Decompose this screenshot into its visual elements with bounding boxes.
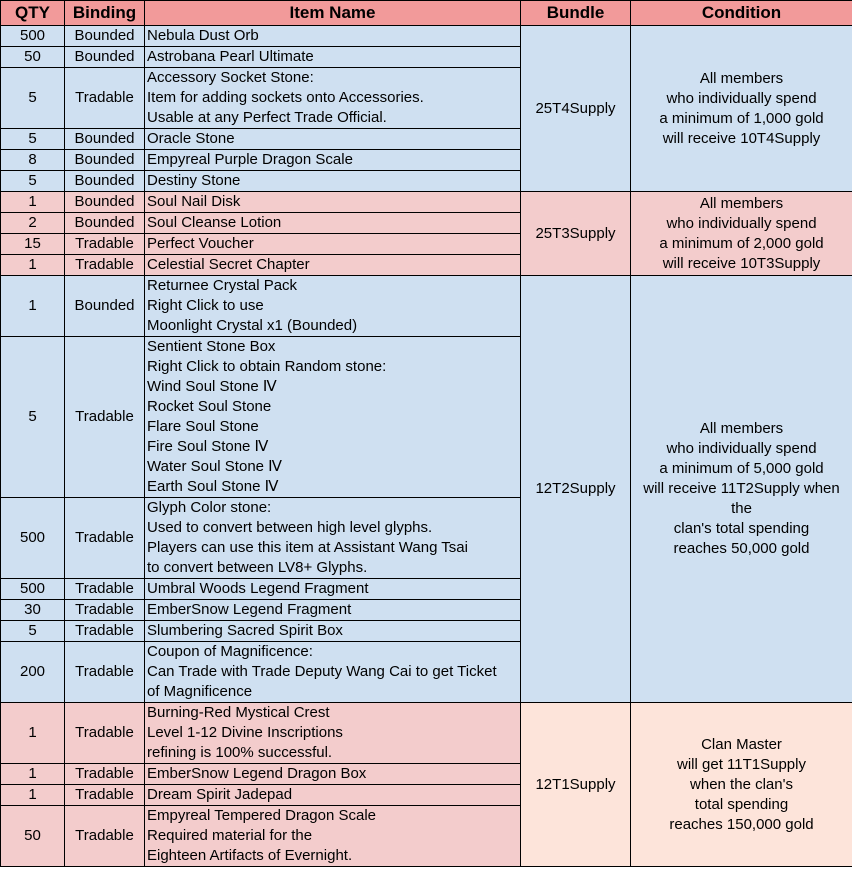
header-row [1,1,852,26]
item-name-cell: Perfect Voucher [145,234,521,255]
table-row [1,703,852,764]
qty-cell: 5 [1,171,65,192]
binding-cell: Tradable [65,337,145,498]
item-name-cell: Burning-Red Mystical Crest Level 1-12 Divine Inscriptions refining is 100% successful. [145,703,521,764]
qty-cell: 500 [1,26,65,47]
binding-cell: Bounded [65,192,145,213]
qty-cell: 1 [1,703,65,764]
binding-cell: Tradable [65,764,145,785]
bundle-cell: 12T2Supply [521,276,631,703]
binding-cell: Bounded [65,47,145,68]
binding-cell: Tradable [65,703,145,764]
bundle-cell: 25T3Supply [521,192,631,276]
binding-cell: Bounded [65,171,145,192]
condition-cell: All members who individually spend a minimum of 2,000 gold will receive 10T3Supply [631,192,852,276]
qty-cell: 1 [1,255,65,276]
qty-cell: 50 [1,806,65,867]
item-name-cell: Celestial Secret Chapter [145,255,521,276]
item-name-cell: EmberSnow Legend Dragon Box [145,764,521,785]
table-row [1,192,852,213]
item-name-cell: Slumbering Sacred Spirit Box [145,621,521,642]
qty-cell: 1 [1,276,65,337]
condition-cell: All members who individually spend a minimum of 5,000 gold will receive 11T2Supply when the clan's total spending reaches 50,000 gold [631,276,852,703]
item-name-cell: Returnee Crystal Pack Right Click to use Moonlight Crystal x1 (Bounded) [145,276,521,337]
item-name-cell: Nebula Dust Orb [145,26,521,47]
binding-cell: Tradable [65,621,145,642]
qty-cell: 5 [1,129,65,150]
binding-cell: Tradable [65,68,145,129]
item-name-cell: Umbral Woods Legend Fragment [145,579,521,600]
qty-cell: 200 [1,642,65,703]
item-name-cell: Dream Spirit Jadepad [145,785,521,806]
table-row [1,26,852,47]
binding-cell: Tradable [65,642,145,703]
item-name-cell: Sentient Stone Box Right Click to obtain Random stone: Wind Soul Stone Ⅳ Rocket Soul Stone Flare Soul Stone Fire Soul Stone Ⅳ Water Soul Stone Ⅳ Earth Soul Stone Ⅳ [145,337,521,498]
binding-cell: Bounded [65,150,145,171]
item-name-cell: Destiny Stone [145,171,521,192]
table-body [1,26,852,867]
binding-cell: Tradable [65,785,145,806]
qty-cell: 5 [1,68,65,129]
item-name-cell: EmberSnow Legend Fragment [145,600,521,621]
qty-cell: 2 [1,213,65,234]
qty-cell: 5 [1,337,65,498]
header-bundle: Bundle [521,1,631,26]
bundle-cell: 25T4Supply [521,26,631,192]
binding-cell: Tradable [65,255,145,276]
binding-cell: Bounded [65,26,145,47]
item-name-cell: Soul Nail Disk [145,192,521,213]
binding-cell: Tradable [65,579,145,600]
binding-cell: Bounded [65,129,145,150]
condition-cell: All members who individually spend a minimum of 1,000 gold will receive 10T4Supply [631,26,852,192]
header-item-name: Item Name [145,1,521,26]
qty-cell: 8 [1,150,65,171]
qty-cell: 1 [1,785,65,806]
binding-cell: Bounded [65,213,145,234]
qty-cell: 500 [1,498,65,579]
qty-cell: 30 [1,600,65,621]
condition-cell: Clan Master will get 11T1Supply when the clan's total spending reaches 150,000 gold [631,703,852,867]
item-name-cell: Empyreal Tempered Dragon Scale Required material for the Eighteen Artifacts of Evernight. [145,806,521,867]
item-name-cell: Glyph Color stone: Used to convert between high level glyphs. Players can use this item at Assistant Wang Tsai to convert between LV8+ Glyphs. [145,498,521,579]
table-row [1,276,852,337]
qty-cell: 50 [1,47,65,68]
header-condition: Condition [631,1,852,26]
item-name-cell: Empyreal Purple Dragon Scale [145,150,521,171]
qty-cell: 15 [1,234,65,255]
bundle-cell: 12T1Supply [521,703,631,867]
binding-cell: Tradable [65,234,145,255]
item-name-cell: Oracle Stone [145,129,521,150]
item-name-cell: Accessory Socket Stone: Item for adding sockets onto Accessories. Usable at any Perfect Trade Official. [145,68,521,129]
item-name-cell: Soul Cleanse Lotion [145,213,521,234]
binding-cell: Tradable [65,806,145,867]
header-binding: Binding [65,1,145,26]
binding-cell: Bounded [65,276,145,337]
qty-cell: 1 [1,764,65,785]
item-name-cell: Coupon of Magnificence: Can Trade with Trade Deputy Wang Cai to get Ticket of Magnificence [145,642,521,703]
item-name-cell: Astrobana Pearl Ultimate [145,47,521,68]
qty-cell: 500 [1,579,65,600]
qty-cell: 1 [1,192,65,213]
binding-cell: Tradable [65,498,145,579]
qty-cell: 5 [1,621,65,642]
binding-cell: Tradable [65,600,145,621]
header-qty: QTY [1,1,65,26]
